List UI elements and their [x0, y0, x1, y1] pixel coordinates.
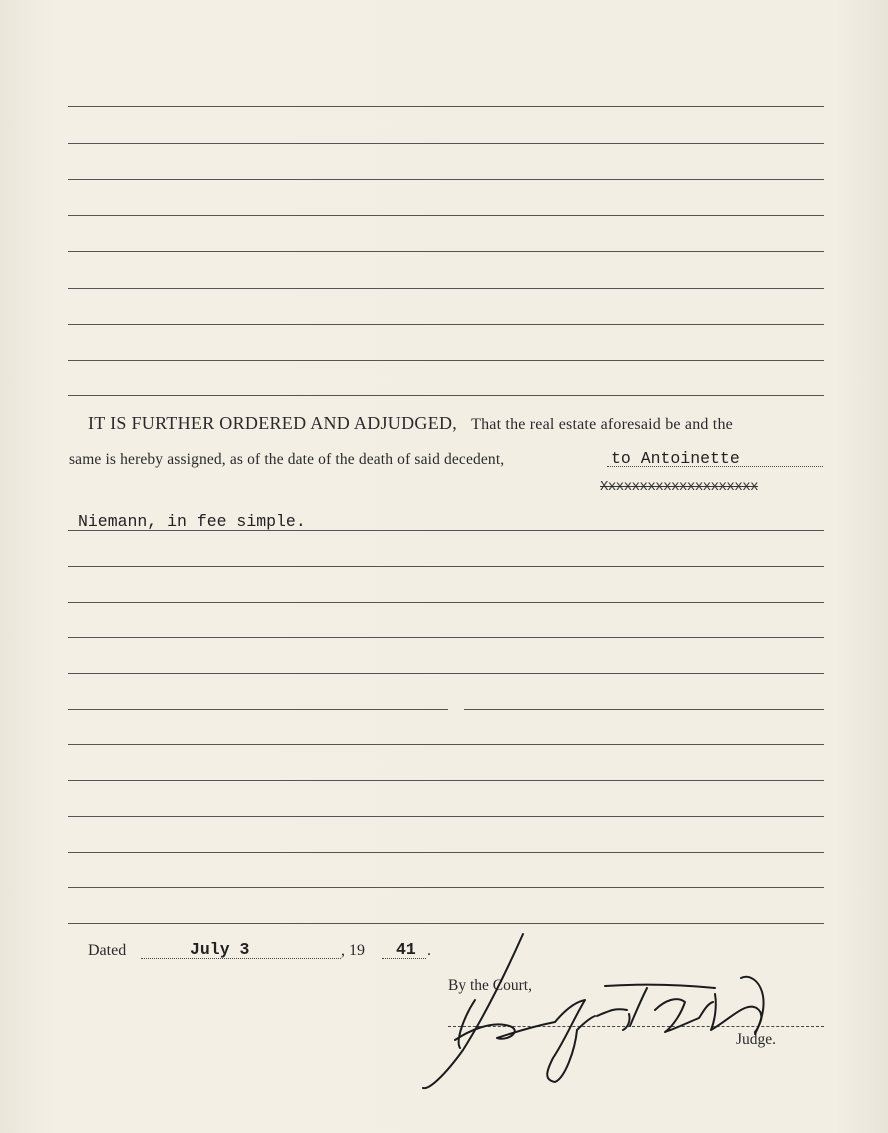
- blank-rule-line: [68, 887, 824, 888]
- blank-rule-line: [68, 566, 824, 567]
- dated-period: .: [427, 942, 431, 959]
- dated-year-suffix: 41: [396, 940, 416, 959]
- dated-label: Dated: [88, 942, 127, 959]
- blank-rule-line: [68, 780, 824, 781]
- blank-rule-line: [68, 251, 824, 252]
- blank-rule-line: [68, 816, 824, 817]
- blank-rule-line: [68, 143, 824, 144]
- blank-rule-line: [68, 602, 824, 603]
- order-line-1-rest: That the real estate aforesaid be and the: [471, 416, 733, 433]
- blank-rule-line: [68, 360, 824, 361]
- blank-rule-line: [68, 215, 824, 216]
- blank-rule-line: [68, 324, 824, 325]
- struck-out-text: Xxxxxxxxxxxxxxxxxxxx: [600, 479, 759, 495]
- blank-rule-line: [68, 744, 824, 745]
- blank-rule-line: [68, 106, 824, 107]
- order-lead-text: IT IS FURTHER ORDERED AND ADJUDGED,: [88, 413, 458, 433]
- blank-rule-line: [68, 637, 824, 638]
- typed-assignee-second: Niemann, in fee simple.: [78, 512, 306, 531]
- assignee-fill-line: [607, 466, 823, 467]
- blank-rule-line: [68, 673, 824, 674]
- judge-signature: [415, 930, 775, 1095]
- blank-rule-line: [68, 709, 448, 710]
- dated-date: July 3: [190, 940, 250, 959]
- judge-label: Judge.: [736, 1031, 777, 1048]
- blank-rule-line: [464, 709, 824, 710]
- blank-rule-line: [68, 923, 824, 924]
- assignee-underline: [68, 530, 824, 531]
- typed-assignee-first: to Antoinette: [611, 449, 740, 468]
- blank-rule-line: [68, 852, 824, 853]
- order-line-2-text: same is hereby assigned, as of the date of the death of said decedent,: [69, 451, 505, 468]
- blank-rule-line: [68, 179, 824, 180]
- dated-year-prefix: , 19: [341, 942, 365, 959]
- blank-rule-line: [68, 288, 824, 289]
- order-paragraph-line-2: [69, 451, 504, 469]
- order-paragraph-line-1: [88, 413, 733, 434]
- blank-rule-line: [68, 395, 824, 396]
- by-the-court-label: By the Court,: [448, 977, 532, 994]
